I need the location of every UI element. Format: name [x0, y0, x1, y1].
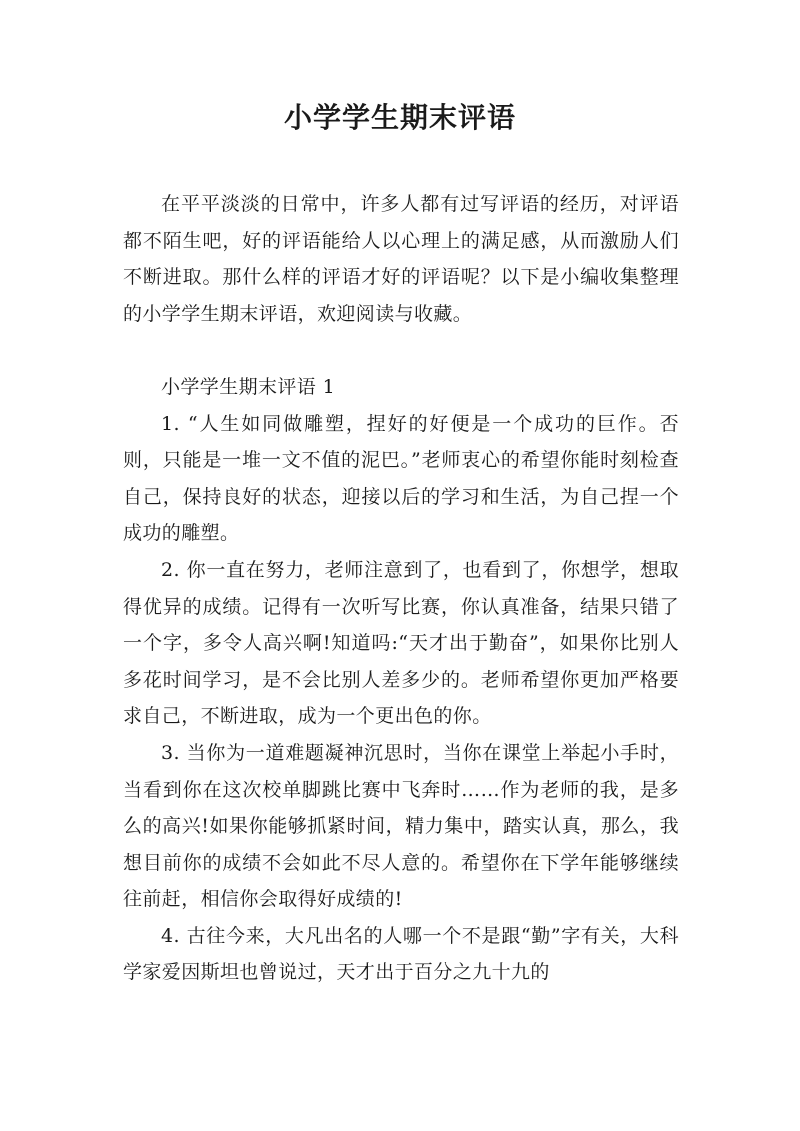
comment-item-1: 1. “人生如同做雕塑，捏好的好便是一个成功的巨作。否则，只能是一堆一文不值的泥巴。”老师衷心的希望你能时刻检查自己，保持良好的状态，迎接以后的学习和生活，为自己捏一个成功的雕塑。 [123, 412, 679, 545]
comment-item-2: 2. 你一直在努力，老师注意到了，也看到了，你想学，想取得优异的成绩。记得有一次听写比赛，你认真准备，结果只错了一个字，多令人高兴啊!知道吗:“天才出于勤奋”，如果你比别人多花时间学习，是不会比别人差多少的。老师希望你更加严格要求自己，不断进取，成为一个更出色的你。 [123, 558, 679, 728]
comment-item-3: 3. 当你为一道难题凝神沉思时，当你在课堂上举起小手时，当看到你在这次校单脚跳比赛中飞奔时……作为老师的我，是多么的高兴!如果你能够抓紧时间，精力集中，踏实认真，那么，我想目前你的成绩不会如此不尽人意的。希望你在下学年能够继续往前赶，相信你会取得好成绩的! [123, 741, 679, 911]
intro-paragraph: 在平平淡淡的日常中，许多人都有过写评语的经历，对评语都不陌生吧，好的评语能给人以心理上的满足感，从而激励人们不断进取。那什么样的评语才好的评语呢？以下是小编收集整理的小学学生期末评语，欢迎阅读与收藏。 [123, 193, 679, 325]
comment-item-4: 4. 古往今来，大凡出名的人哪一个不是跟“勤”字有关，大科学家爱因斯坦也曾说过，天才出于百分之九十九的 [123, 924, 679, 984]
paragraph-gap [123, 332, 679, 369]
document-body [123, 186, 679, 991]
document-title: 小学学生期末评语 [283, 101, 516, 134]
section-heading: 小学学生期末评语 1 [161, 375, 336, 398]
